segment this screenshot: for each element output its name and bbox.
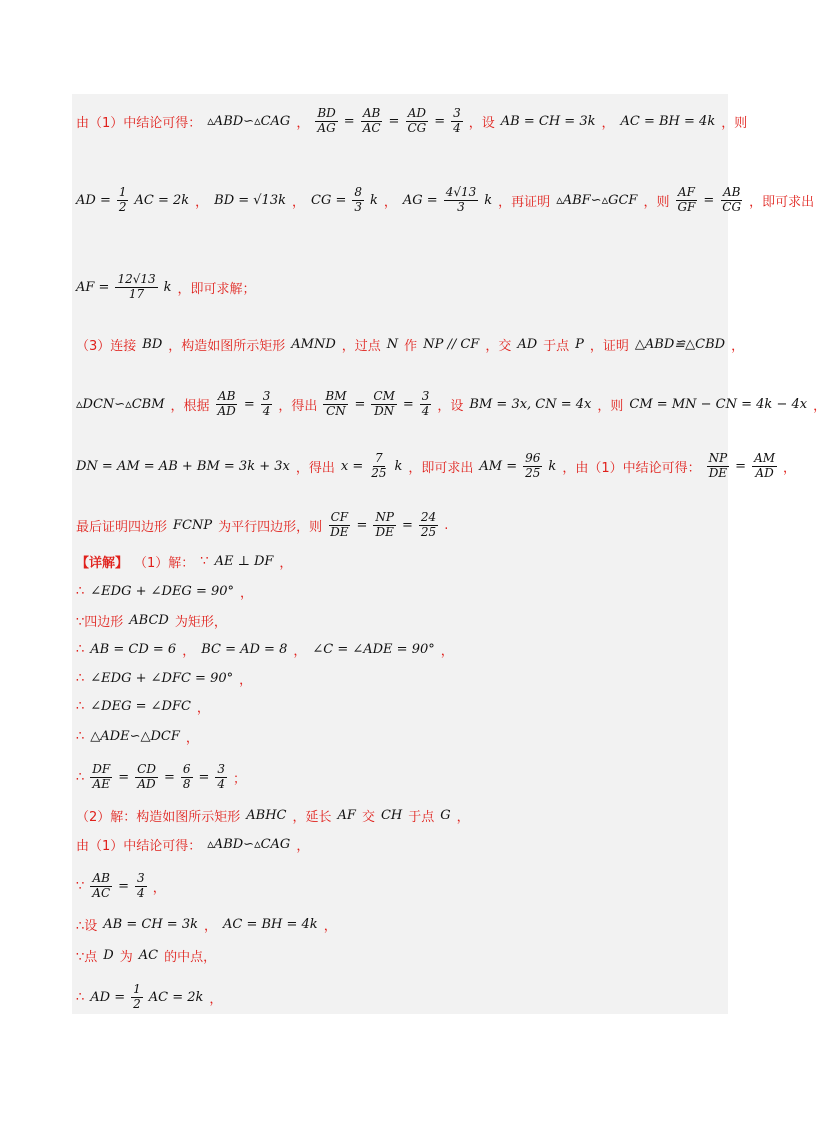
chinese-text: . — [444, 517, 449, 533]
solution-line-l12 — [76, 669, 252, 688]
math-expression: N — [386, 337, 399, 352]
chinese-text: 最后证明四边形 — [76, 519, 168, 535]
chinese-text: ， — [196, 701, 210, 716]
chinese-text: ，过点 — [341, 339, 381, 354]
chinese-text: ∴ — [76, 769, 85, 785]
math-expression: G — [440, 808, 451, 823]
fraction-denominator: AD — [217, 403, 236, 418]
fraction-numerator: AB — [362, 106, 381, 120]
chinese-text: ，即可求解； — [177, 281, 256, 297]
fraction-denominator: AC — [362, 120, 381, 135]
chinese-text: 由（1）中结论可得： — [76, 839, 202, 854]
math-expression: ▵ABD∽▵CAG — [207, 837, 291, 852]
chinese-text: ， — [323, 919, 337, 934]
chinese-text: （3）连接 — [76, 339, 137, 354]
fraction-denominator: 17 — [128, 286, 145, 301]
fraction-denominator: 4 — [453, 120, 461, 135]
math-expression: ∠EDG + ∠DEG = 90° — [90, 584, 235, 599]
math-expression: ∠DEG = ∠DFC — [90, 699, 191, 714]
fraction-numerator: 7 — [375, 451, 383, 465]
fraction-numerator: 3 — [453, 106, 461, 120]
fraction-numerator: DF — [92, 762, 111, 776]
fraction — [444, 186, 479, 215]
fraction-numerator: AB — [722, 185, 741, 199]
fraction-numerator: AM — [754, 451, 776, 465]
fraction — [419, 511, 438, 540]
math-expression: BD = √13k — [214, 192, 286, 208]
chinese-text: ， — [383, 194, 397, 210]
math-expression: ∠EDG + ∠DFC = 90° — [90, 671, 234, 686]
chinese-text: ∴ — [76, 989, 85, 1005]
chinese-text: ， — [291, 194, 305, 210]
chinese-text: ，交 — [485, 339, 512, 354]
math-expression: NP // CF — [423, 337, 480, 352]
chinese-text: ， — [783, 460, 797, 476]
solution-line-l10 — [76, 611, 227, 630]
math-expression: AD = — [76, 192, 111, 208]
math-expression: AC — [138, 948, 159, 963]
solution-line-l17 — [76, 835, 309, 854]
fraction-denominator: GF — [677, 199, 696, 214]
fraction — [352, 186, 364, 215]
chinese-text: ∴ — [76, 729, 85, 744]
solution-line-l6 — [76, 452, 796, 481]
chinese-text: ∵点 — [76, 950, 98, 965]
math-expression: ▵DCN∽▵CBM — [76, 396, 165, 412]
math-expression: AF — [337, 808, 356, 823]
fraction — [90, 872, 112, 901]
math-expression: AC = BH = 4k — [223, 917, 318, 932]
chinese-text: 由（1）中结论可得： — [76, 115, 202, 131]
fraction-denominator: 4 — [262, 403, 271, 418]
fraction — [261, 390, 273, 419]
chinese-text: ， — [239, 673, 253, 688]
chinese-text: ，延长 — [292, 810, 332, 825]
math-expression: BD — [142, 337, 163, 352]
fraction — [752, 452, 777, 481]
fraction — [369, 452, 388, 481]
chinese-text: 为 — [119, 950, 133, 965]
fraction — [720, 186, 743, 215]
chinese-text: ∴ — [76, 699, 85, 714]
chinese-text: ， — [440, 644, 454, 659]
solution-line-l20 — [76, 946, 216, 965]
fraction — [523, 452, 542, 481]
chinese-text: 交 — [361, 810, 375, 825]
chinese-text: ∴ — [76, 642, 85, 657]
chinese-text: ， — [203, 919, 217, 934]
fraction-numerator: 1 — [118, 185, 127, 199]
fraction — [361, 107, 383, 136]
chinese-text: ， — [813, 398, 826, 414]
chinese-text: ∴设 — [76, 919, 98, 934]
chinese-text: ， — [296, 115, 310, 131]
math-expression: BM = 3x, CN = 4x — [469, 396, 592, 412]
math-expression: ▵ABD∽▵CAG — [207, 113, 291, 129]
fraction-numerator: 1 — [133, 982, 141, 996]
math-expression: △ABD≌△CBD — [634, 337, 726, 352]
math-expression: k — [548, 458, 557, 474]
math-expression: BC = AD = 8 — [201, 642, 288, 657]
chinese-text: ，再证明 — [498, 194, 551, 210]
chinese-text: ，则 — [597, 398, 624, 414]
math-expression: k — [484, 192, 493, 208]
fraction-denominator: 25 — [525, 465, 541, 480]
math-expression: x = — [340, 458, 364, 474]
fraction-denominator: DN — [374, 403, 395, 418]
solution-line-l5 — [76, 390, 826, 419]
math-expression: DN = AM = AB + BM = 3k + 3x — [76, 458, 290, 474]
fraction-numerator: 96 — [525, 451, 541, 465]
chinese-text: ∵ — [76, 878, 85, 894]
math-expression: = — [434, 113, 446, 129]
fraction-denominator: CG — [407, 120, 427, 135]
math-expression: ABHC — [246, 808, 287, 823]
fraction-denominator: DE — [330, 524, 349, 539]
math-expression: AG = — [402, 192, 438, 208]
chinese-text: 的中点， — [164, 950, 217, 965]
math-expression: AD = — [90, 989, 126, 1005]
solution-line-l15 — [76, 763, 246, 792]
math-expression: k — [163, 279, 172, 295]
math-expression: AC = 2k — [148, 989, 204, 1005]
solution-line-l2 — [76, 186, 814, 215]
fraction-denominator: 25 — [420, 524, 437, 539]
solution-line-l11 — [76, 640, 454, 659]
chinese-text: ，得出 — [295, 460, 335, 476]
solution-line-l3 — [76, 273, 256, 302]
fraction-numerator: AB — [217, 389, 236, 403]
solution-line-l1 — [76, 107, 747, 136]
fraction — [373, 511, 396, 540]
fraction-numerator: AF — [677, 185, 695, 199]
math-expression: AMND — [291, 337, 336, 352]
fraction-numerator: CF — [330, 510, 349, 524]
math-expression: AM = — [479, 458, 518, 474]
fraction-denominator: AG — [317, 120, 336, 135]
fraction-denominator: 2 — [133, 996, 141, 1011]
fraction-numerator: 3 — [262, 389, 271, 403]
fraction — [181, 763, 193, 792]
chinese-text: 于点 — [543, 339, 570, 354]
chinese-text: ，则 — [721, 115, 748, 131]
chinese-text: 作 — [404, 339, 418, 354]
chinese-text: ， — [152, 880, 166, 896]
fraction — [215, 763, 227, 792]
math-expression: ABCD — [129, 613, 169, 628]
fraction-denominator: 4 — [421, 403, 430, 418]
chinese-text: ，根据 — [170, 398, 210, 414]
chinese-text: ，设 — [437, 398, 464, 414]
math-expression: △ADE∽△DCF — [90, 729, 180, 744]
math-expression: = — [703, 192, 715, 208]
math-expression: = — [402, 517, 413, 533]
fraction-denominator: 4 — [217, 776, 226, 791]
fraction-denominator: AD — [137, 776, 156, 791]
fraction-numerator: NP — [375, 510, 394, 524]
math-expression: = — [735, 458, 747, 474]
chinese-text: 为平行四边形，则 — [218, 519, 323, 535]
math-expression: AC = BH = 4k — [620, 113, 716, 129]
math-expression: P — [575, 337, 584, 352]
solution-line-l19 — [76, 915, 337, 934]
fraction-numerator: NP — [708, 451, 728, 465]
chinese-text: ∴ — [76, 584, 85, 599]
fraction-numerator: BM — [325, 389, 347, 403]
math-expression: D — [103, 948, 114, 963]
solution-line-l9 — [76, 582, 253, 601]
fraction-numerator: 3 — [421, 389, 430, 403]
math-expression: ∠C = ∠ADE = 90° — [312, 642, 435, 657]
math-expression: AB = CH = 3k — [500, 113, 596, 129]
chinese-text: （1）解： — [134, 556, 195, 571]
fraction — [371, 390, 396, 419]
fraction-denominator: CN — [326, 403, 346, 418]
fraction-numerator: CM — [373, 389, 395, 403]
solution-line-l16 — [76, 806, 470, 825]
chinese-text: 为矩形， — [174, 615, 227, 630]
fraction-denominator: AD — [755, 465, 774, 480]
chinese-text: ， — [240, 586, 254, 601]
fraction-numerator: BD — [317, 106, 336, 120]
fraction — [135, 872, 147, 901]
fraction — [420, 390, 432, 419]
fraction-numerator: 6 — [182, 762, 191, 776]
solution-line-l14 — [76, 727, 199, 746]
math-expression: = — [354, 396, 366, 412]
fraction-numerator: 8 — [354, 185, 362, 199]
math-expression: CM = MN − CN = 4k − 4x — [629, 396, 808, 412]
fraction — [451, 107, 463, 136]
solution-line-l13 — [76, 697, 210, 716]
fraction — [675, 186, 697, 215]
chinese-text: ； — [233, 771, 247, 787]
math-expression: AE ⊥ DF — [214, 554, 274, 569]
math-expression: CH — [380, 808, 403, 823]
chinese-text: 于点 — [408, 810, 435, 825]
math-expression: = — [402, 396, 414, 412]
math-expression: = — [118, 878, 130, 894]
math-expression: AC = 2k — [134, 192, 190, 208]
chinese-text: ， — [456, 810, 470, 825]
chinese-text: ，得出 — [278, 398, 318, 414]
chinese-text: ， — [731, 339, 745, 354]
fraction-denominator: CG — [722, 199, 742, 214]
math-expression: = — [198, 769, 210, 785]
chinese-text: （2）解：构造如图所示矩形 — [76, 810, 241, 825]
fraction-denominator: DE — [708, 465, 728, 480]
fraction — [323, 390, 348, 419]
fraction-denominator: 25 — [371, 465, 387, 480]
chinese-text: ，即可求出 — [749, 194, 815, 210]
fraction — [315, 107, 337, 136]
fraction-denominator: 8 — [182, 776, 191, 791]
math-expression: k — [370, 192, 378, 208]
solution-line-l21 — [76, 983, 222, 1012]
chinese-text: ， — [185, 731, 199, 746]
fraction — [216, 390, 238, 419]
math-expression: = — [163, 769, 175, 785]
fraction — [90, 763, 112, 792]
chinese-text: ， — [601, 115, 615, 131]
chinese-text: ，由（1）中结论可得： — [562, 460, 701, 476]
chinese-text: ，则 — [643, 194, 670, 210]
chinese-text: ， — [209, 991, 223, 1007]
fraction-denominator: 2 — [118, 199, 127, 214]
chinese-text: ， — [296, 839, 310, 854]
fraction-denominator: 4 — [137, 885, 145, 900]
math-expression: k — [394, 458, 403, 474]
fraction-denominator: 3 — [354, 199, 362, 214]
chinese-text: ，设 — [468, 115, 495, 131]
math-expression: AD — [517, 337, 538, 352]
math-expression: = — [243, 396, 255, 412]
fraction-denominator: DE — [375, 524, 394, 539]
fraction-denominator: 3 — [457, 199, 465, 214]
chinese-text: ，构造如图所示矩形 — [168, 339, 286, 354]
fraction-numerator: 12√13 — [117, 272, 156, 286]
math-expression: CG = — [311, 192, 347, 208]
math-expression: AF = — [76, 279, 110, 295]
section-label: 【详解】 — [76, 556, 129, 571]
fraction-numerator: AD — [407, 106, 426, 120]
fraction — [405, 107, 428, 136]
solution-line-l18 — [76, 872, 166, 901]
fraction-numerator: 24 — [420, 510, 437, 524]
chinese-text: ∵ — [200, 554, 209, 569]
chinese-text: ，证明 — [589, 339, 629, 354]
fraction-denominator: AC — [92, 885, 111, 900]
solution-line-l4 — [76, 335, 744, 354]
fraction-numerator: 3 — [137, 871, 145, 885]
fraction-denominator: AE — [92, 776, 110, 791]
fraction — [707, 452, 730, 481]
math-expression: ▵ABF∽▵GCF — [556, 192, 638, 208]
fraction — [131, 983, 143, 1012]
math-expression: = — [343, 113, 355, 129]
fraction — [115, 273, 157, 302]
solution-line-l8 — [76, 552, 292, 571]
fraction-numerator: CD — [137, 762, 156, 776]
chinese-text: ， — [293, 644, 307, 659]
fraction-numerator: 4√13 — [445, 185, 477, 199]
chinese-text: ∵四边形 — [76, 615, 124, 630]
fraction-numerator: 3 — [217, 762, 226, 776]
math-expression: = — [118, 769, 130, 785]
chinese-text: ， — [195, 194, 209, 210]
math-expression: = — [356, 517, 368, 533]
math-expression: AB = CD = 6 — [90, 642, 177, 657]
fraction — [135, 763, 158, 792]
math-expression: AB = CH = 3k — [103, 917, 198, 932]
math-expression: FCNP — [173, 517, 213, 533]
chinese-text: ，即可求出 — [408, 460, 474, 476]
chinese-text: ∴ — [76, 671, 85, 686]
fraction — [117, 186, 129, 215]
math-expression: = — [388, 113, 400, 129]
chinese-text: ， — [279, 556, 293, 571]
chinese-text: ， — [182, 644, 196, 659]
solution-line-l7 — [76, 511, 448, 540]
fraction-numerator: AB — [92, 871, 110, 885]
fraction — [328, 511, 350, 540]
